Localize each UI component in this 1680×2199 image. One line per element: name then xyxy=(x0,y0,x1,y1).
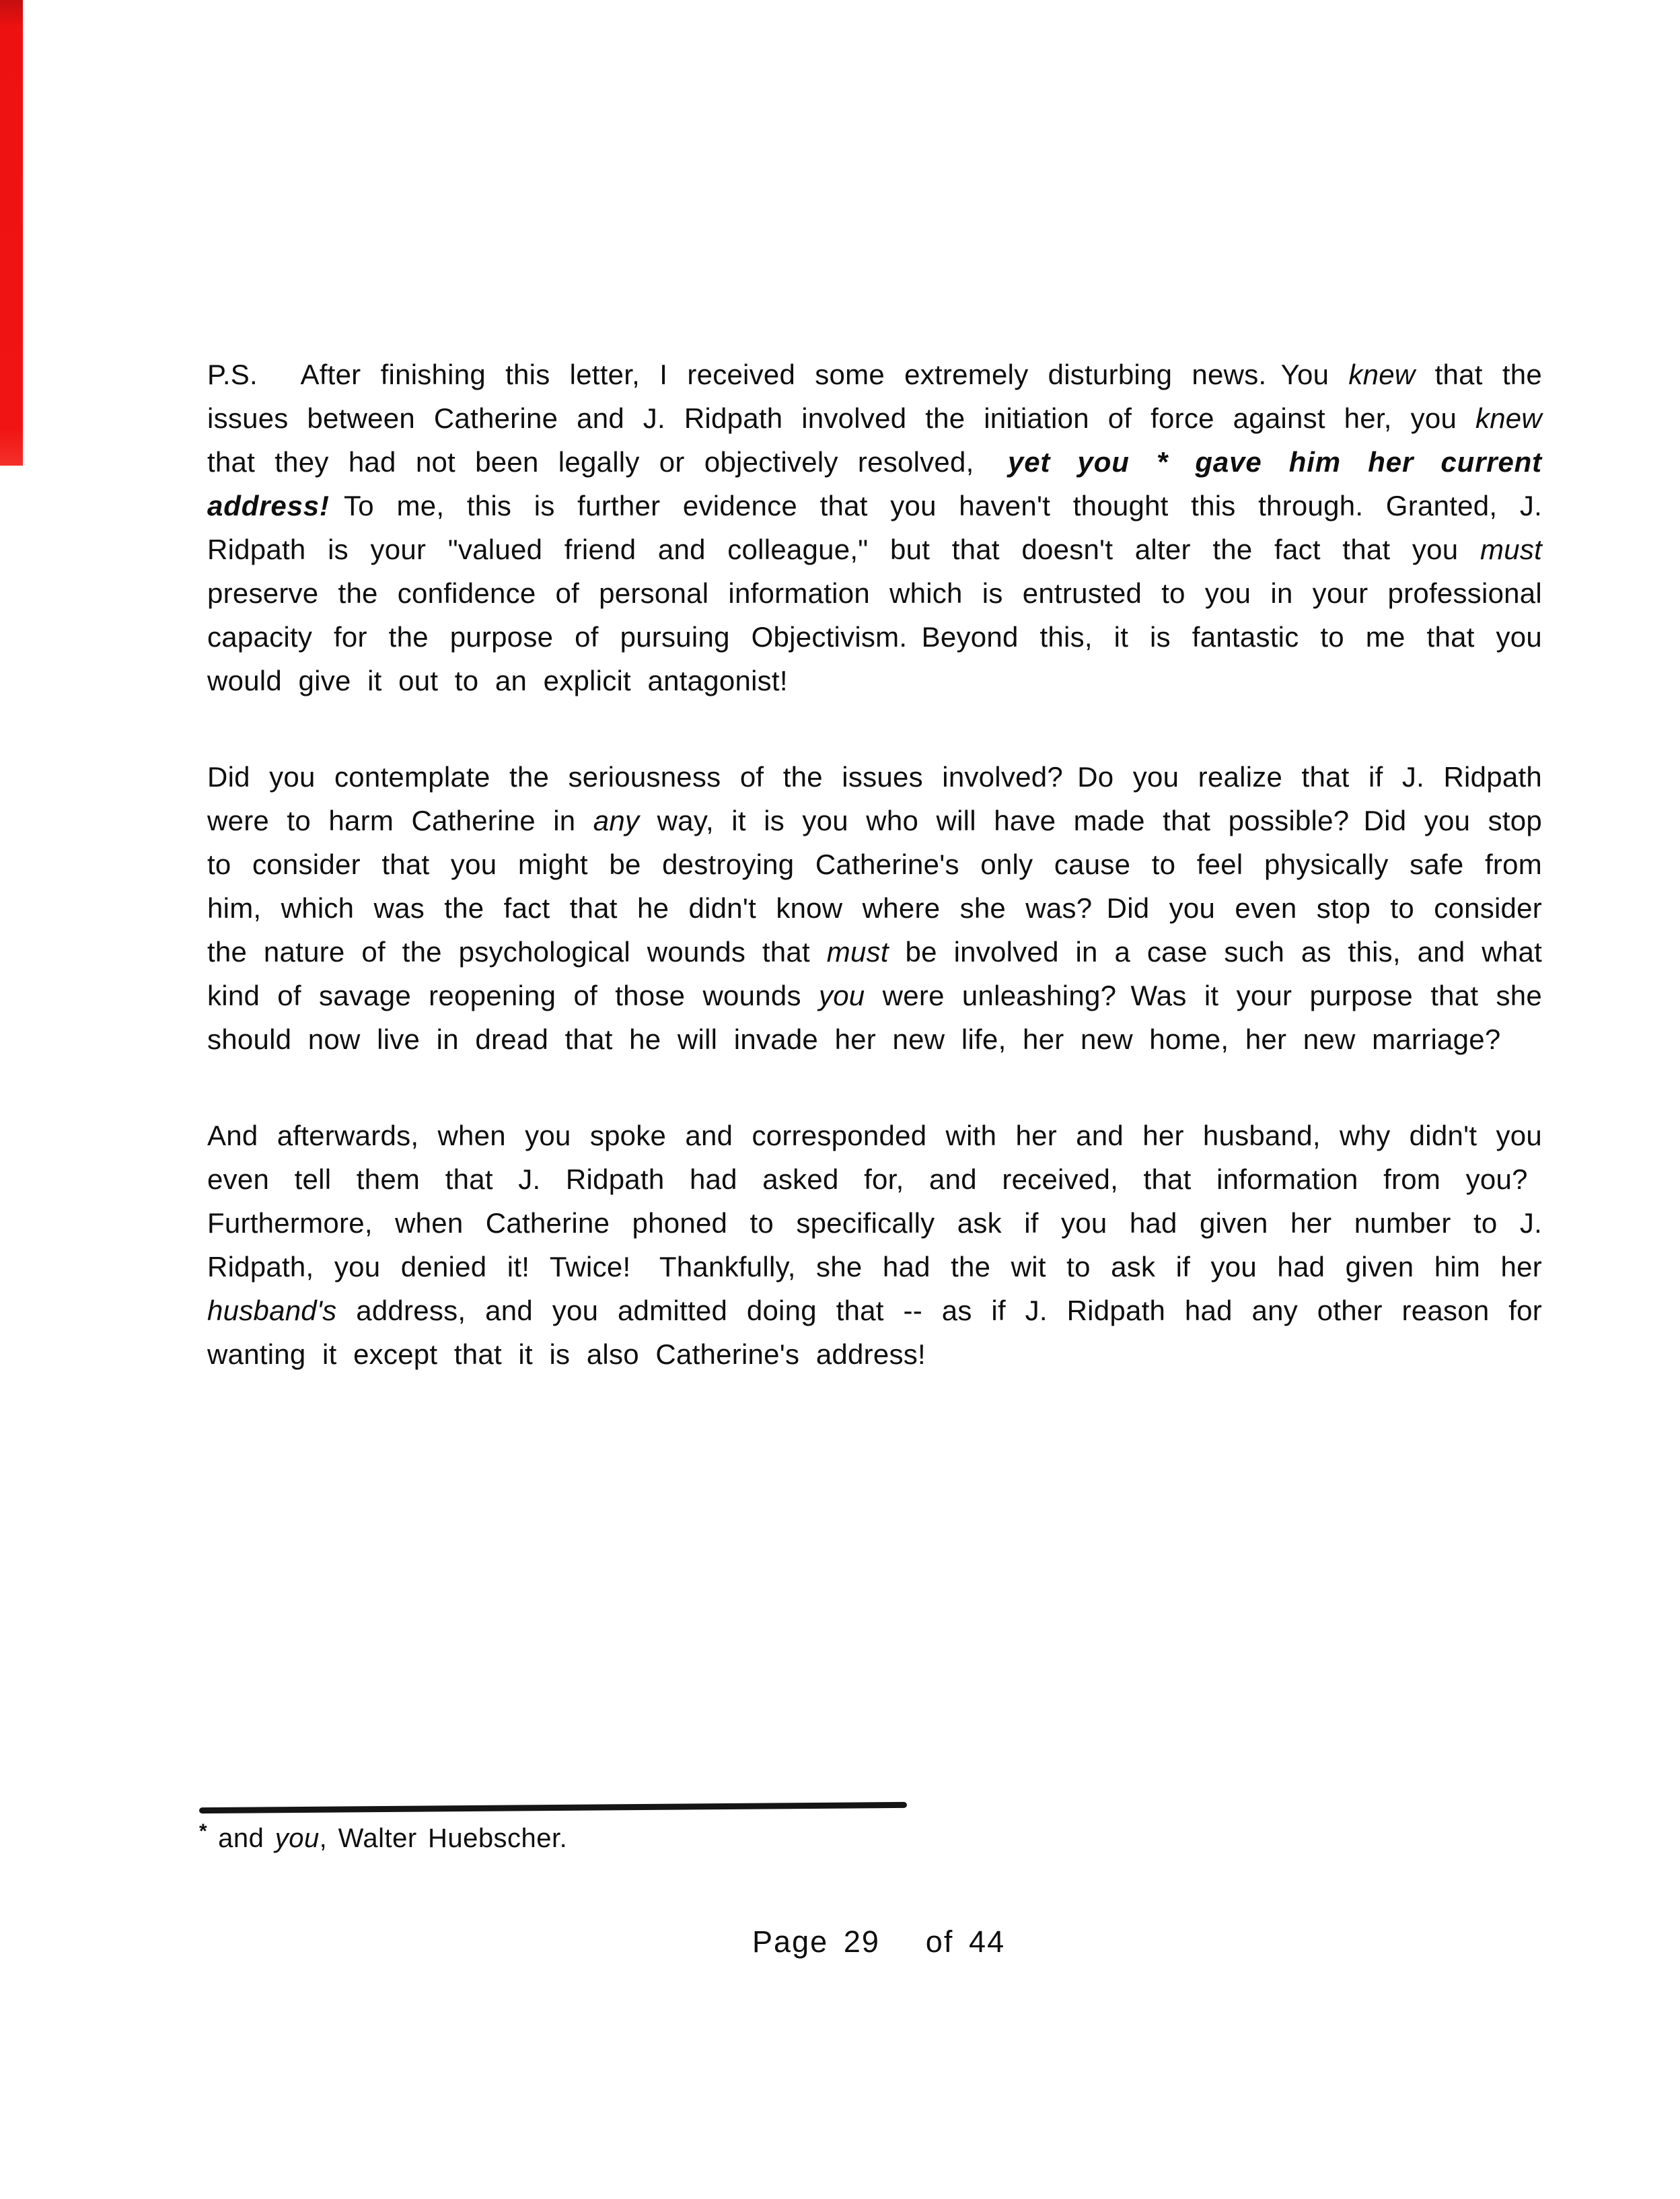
red-scan-artifact-bar xyxy=(0,0,23,466)
postscript-paragraph-1: P.S. After finishing this letter, I received some extremely disturbing news. You knew that the issues between Catherine and J. Ridpath involved the initiation of force against her, you knew that they had not been legally or objectively resolved, yet you * gave him her current address! To me, this is further evidence that you haven't thought this through. Granted, J. Ridpath is your "valued friend and colleague," but that doesn't alter the fact that you must preserve the confidence of personal information which is entrusted to you in your professional capacity for the purpose of pursuing Objectivism. Beyond this, it is fantastic to me that you would give it out to an explicit antagonist! xyxy=(207,359,1542,696)
page-number-footer: Page 29 of 44 xyxy=(752,1924,1006,1959)
footnote: * and you, Walter Huebscher. xyxy=(199,1819,568,1853)
footnote-text: and you, Walter Huebscher. xyxy=(218,1824,568,1853)
postscript-section xyxy=(207,353,1542,1429)
footnote-divider-line xyxy=(199,1802,907,1813)
postscript-paragraph-3: And afterwards, when you spoke and corresponded with her and her husband, why didn't you even tell them that J. Ridpath had asked for, and received, that information from you? Furthermore, when Catherine phoned to specifically ask if you had given her number to J. Ridpath, you denied it! Twice! Thankfully, she had the wit to ask if you had given him her husband's address, and you admitted doing that -- as if J. Ridpath had any other reason for wanting it except that it is also Catherine's address! xyxy=(207,1120,1542,1370)
postscript-paragraph-2: Did you contemplate the seriousness of the issues involved? Do you realize that if J. Ridpath were to harm Catherine in any way, it is you who will have made that possible? Did you stop to consider that you might be destroying Catherine's only cause to feel physically safe from him, which was the fact that he didn't know where she was? Did you even stop to consider the nature of the psychological wounds that must be involved in a case such as this, and what kind of savage reopening of those wounds you were unleashing? Was it your purpose that she should now live in dread that he will invade her new life, her new home, her new marriage? xyxy=(207,761,1542,1055)
